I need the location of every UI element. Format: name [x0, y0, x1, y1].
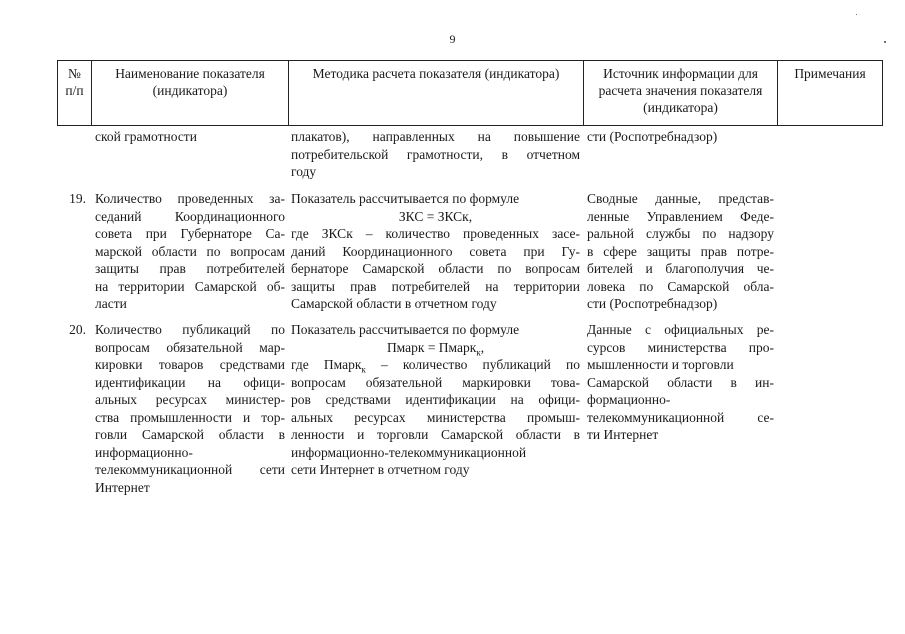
row-name-line: идентификации на офици-: [95, 374, 285, 390]
row-source-line: Сводные данные, представ-: [587, 191, 774, 206]
row-name: [91, 321, 288, 501]
header-method: [289, 61, 584, 126]
row-name: [91, 128, 288, 190]
row-method-line: [291, 356, 580, 374]
row-name-line: телекоммуникационной сети: [95, 462, 285, 477]
row-method: [288, 321, 583, 501]
header-notes-line: Примечания: [794, 66, 866, 81]
row-name-line: ской грамотности: [95, 129, 197, 144]
table-header: [57, 60, 883, 126]
row-name-line: защиты прав потребителей: [95, 261, 285, 276]
row-notes: [777, 128, 882, 190]
formula-subscript: к: [476, 347, 481, 358]
row-method-line: защиты прав потребителей на территории: [291, 278, 580, 294]
row-source-line: бителей и благополучия че-: [587, 261, 774, 276]
row-method-line: ленности и торговли Самарской области в: [291, 427, 580, 442]
scan-speck: [856, 14, 857, 15]
row-method-line: Самарской области в отчетном году: [291, 296, 497, 311]
row-number: 19.: [69, 191, 86, 206]
header-number-line: п/п: [65, 83, 84, 98]
formula-tail: ,: [480, 339, 485, 355]
method-where: где Пмарк: [291, 357, 362, 372]
header-source-line: расчета значения показателя: [598, 83, 763, 98]
row-source-line: сти (Роспотребнадзор): [587, 129, 718, 144]
header-notes: [778, 61, 883, 126]
row-source: [583, 190, 777, 321]
row-name-line: совета при Губернаторе Са-: [95, 226, 285, 241]
row-name-line: говли Самарской области в: [95, 427, 285, 442]
row-name-line: альных ресурсах министер-: [95, 392, 285, 407]
row-method-line: ров средствами идентификации на офици-: [291, 392, 580, 407]
row-formula: ЗКС = ЗКСк,: [398, 208, 473, 224]
row-source-line: сурсов министерства про-: [587, 339, 774, 355]
header-number-line: №: [68, 66, 81, 81]
row-source-line: ловека по Самарской обла-: [587, 278, 774, 294]
page-number: 9: [449, 32, 456, 46]
row-source-line: телекоммуникационной се-: [587, 409, 774, 425]
row-name-line: ства промышленности и тор-: [95, 409, 285, 425]
row-method-line: вопросам обязательной маркировки това-: [291, 374, 580, 390]
row-source: [583, 321, 777, 501]
header-source: [584, 61, 778, 126]
row-source-line: сти (Роспотребнадзор): [587, 296, 718, 311]
row-source-line: Данные с официальных ре-: [587, 322, 774, 337]
row-notes: [777, 190, 882, 321]
row-method-line: плакатов), направленных на повышение: [291, 129, 580, 144]
row-source-line: Самарской области в ин-: [587, 374, 774, 390]
row-name-line: марской области по вопросам: [95, 243, 285, 259]
table-row: [57, 190, 882, 321]
table-row: [57, 128, 882, 190]
row-method-line: бернаторе Самарской области по вопросам: [291, 261, 580, 276]
header-source-line: (индикатора): [643, 100, 718, 115]
row-method-intro: Показатель рассчитывается по формуле: [291, 191, 520, 206]
row-notes: [777, 321, 882, 501]
method-where-subscript: к: [361, 364, 366, 375]
row-method-line: потребительской грамотности, в отчетном: [291, 146, 580, 162]
row-source: [583, 128, 777, 190]
row-name-line: на территории Самарской об-: [95, 278, 285, 294]
scan-speck: [884, 41, 886, 43]
row-method-line: году: [291, 164, 317, 179]
row-name-line: Интернет: [95, 479, 150, 495]
row-source-line: в сфере защиты прав потре-: [587, 243, 774, 259]
row-name-line: ласти: [95, 296, 127, 311]
row-method-intro: Показатель рассчитывается по формуле: [291, 322, 520, 337]
row-name: [91, 190, 288, 321]
row-number: 20.: [69, 322, 86, 337]
row-method-line: информационно-телекоммуникационной: [291, 444, 527, 460]
row-name-line: Количество публикаций по: [95, 322, 285, 337]
method-first-rest: – количество публикаций по: [365, 357, 581, 372]
header-name: [92, 61, 289, 126]
row-method-line: сети Интернет в отчетном году: [291, 462, 470, 477]
row-source-line: формационно-: [587, 392, 671, 407]
row-number: [57, 128, 91, 190]
row-name-line: седаний Координационного: [95, 208, 285, 224]
row-method: [288, 128, 583, 190]
table-body: [57, 128, 882, 501]
row-source-line: ральной службы по надзору: [587, 226, 774, 241]
row-name-line: Количество проведенных за-: [95, 191, 285, 206]
row-method-line: даний Координационного совета при Гу-: [291, 243, 580, 259]
row-method: [288, 190, 583, 321]
table-row: [57, 321, 882, 501]
row-method-line: где ЗКСк – количество проведенных засе-: [291, 226, 580, 241]
header-number: [58, 61, 92, 126]
formula-main: Пмарк = Пмарк: [386, 339, 477, 355]
row-name-line: вопросам обязательной мар-: [95, 339, 285, 355]
row-source-line: мышленности и торговли: [587, 357, 734, 372]
row-method-line: альных ресурсах министерства промыш-: [291, 409, 580, 425]
header-name-line: (индикатора): [152, 83, 228, 98]
row-name-line: кировки товаров средствами: [95, 357, 285, 372]
row-formula: [291, 339, 580, 357]
row-source-line: ленные Управлением Феде-: [587, 208, 774, 224]
header-source-line: Источник информации для: [603, 66, 758, 81]
row-source-line: ти Интернет: [587, 427, 659, 442]
header-name-line: Наименование показателя: [115, 66, 265, 81]
header-method-line: Методика расчета показателя (индикатора): [312, 66, 560, 81]
row-name-line: информационно-: [95, 444, 193, 460]
